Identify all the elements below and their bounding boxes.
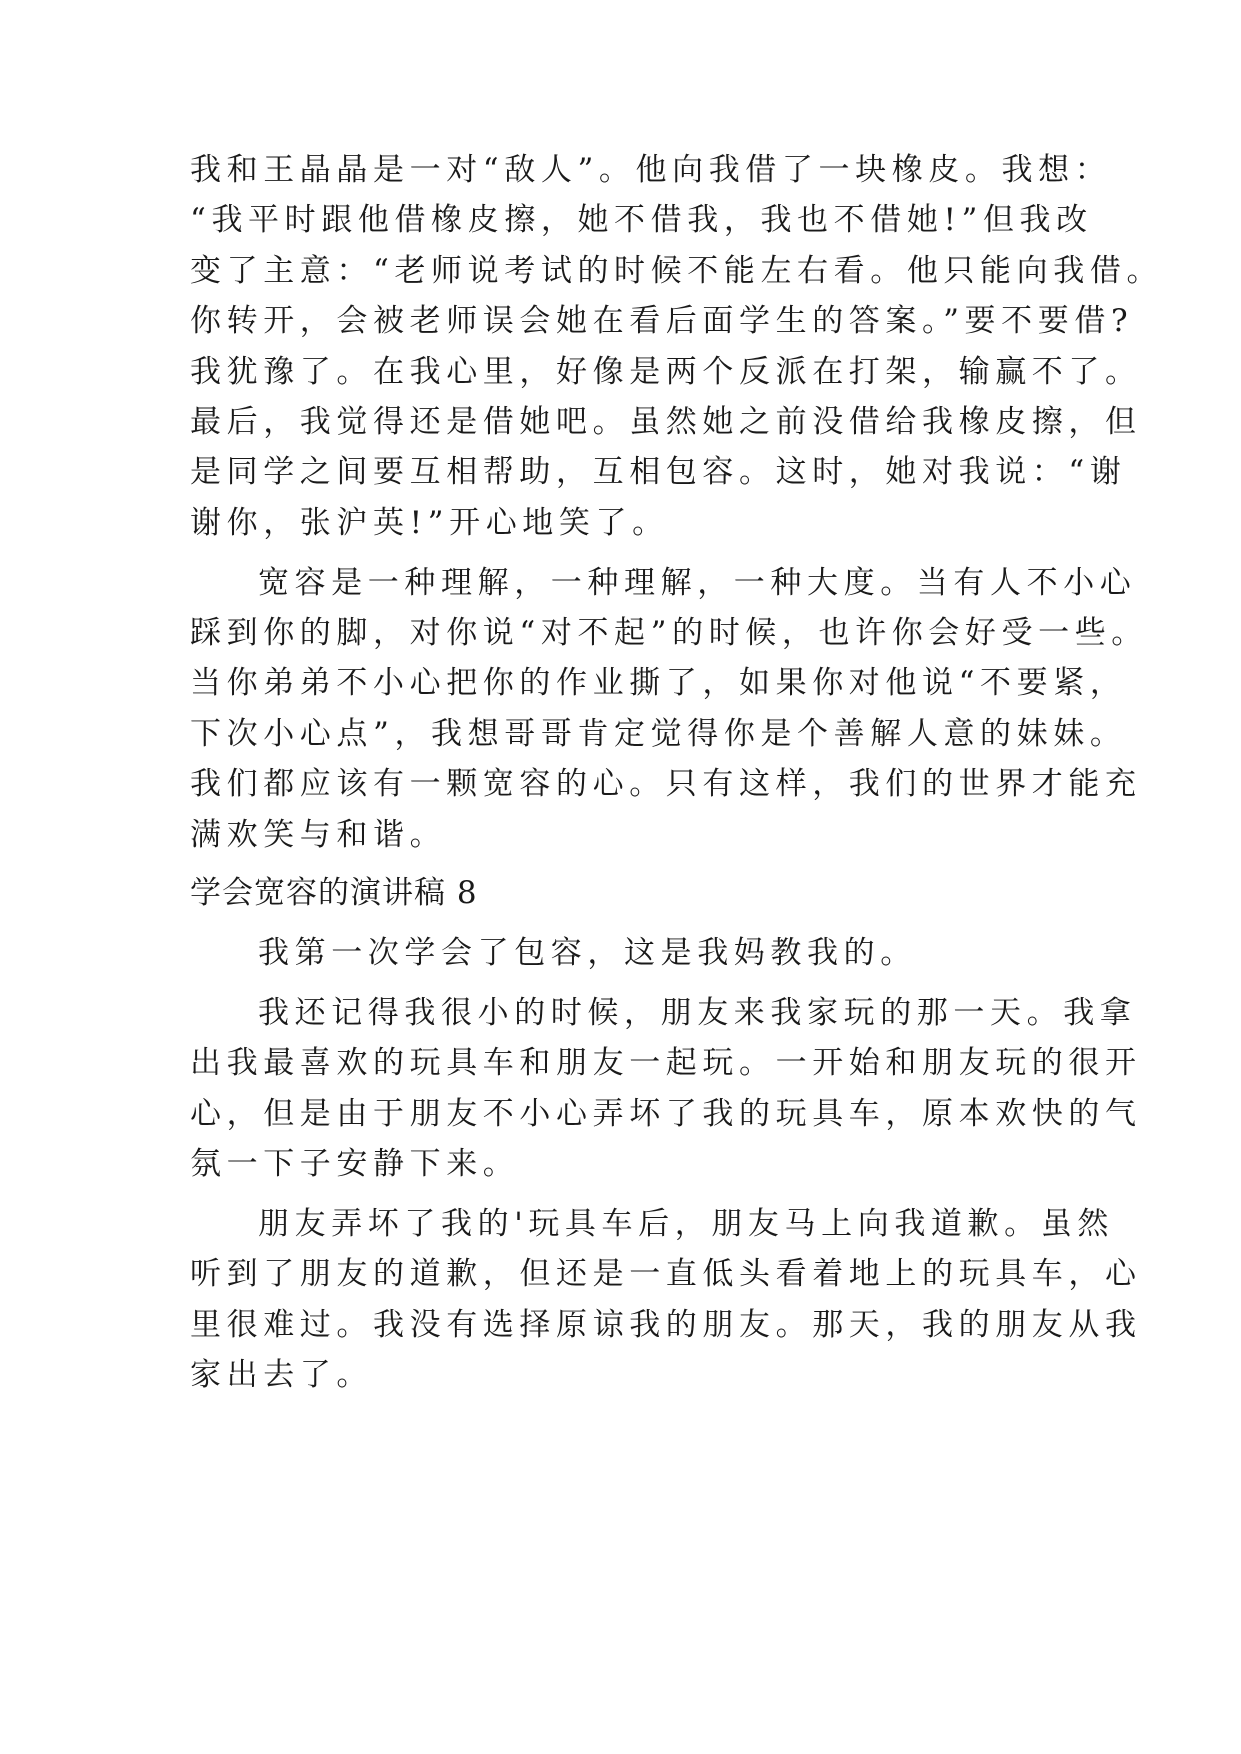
- paragraph-line: 你转开，会被老师误会她在看后面学生的答案。”要不要借?: [190, 303, 1134, 339]
- paragraph-line: 听到了朋友的道歉，但还是一直低头看着地上的玩具车，心: [190, 1256, 1142, 1292]
- paragraph-line: 我们都应该有一颗宽容的心。只有这样，我们的世界才能充: [190, 766, 1142, 802]
- paragraph-line: 我犹豫了。在我心里，好像是两个反派在打架，输赢不了。: [190, 354, 1142, 390]
- paragraph-line: 家出去了。: [190, 1357, 373, 1393]
- paragraph-line: 氛一下子安静下来。: [190, 1146, 520, 1182]
- paragraph-first-line: 宽容是一种理解，一种理解，一种大度。当有人不小心: [258, 565, 1137, 601]
- paragraph-first-line: 我第一次学会了包容，这是我妈教我的。: [258, 935, 917, 971]
- paragraph-first-line: 朋友弄坏了我的'玩具车后，朋友马上向我道歉。虽然: [258, 1206, 1114, 1242]
- paragraph-line: 心，但是由于朋友不小心弄坏了我的玩具车，原本欢快的气: [190, 1096, 1142, 1132]
- paragraph-line: 是同学之间要互相帮助，互相包容。这时，她对我说：“谢: [190, 454, 1127, 490]
- paragraph-line: 满欢笑与和谐。: [190, 817, 447, 853]
- paragraph-first-line: 我还记得我很小的时候，朋友来我家玩的那一天。我拿: [258, 995, 1137, 1031]
- paragraph-line: 踩到你的脚，对你说“对不起”的时候，也许你会好受一些。: [190, 615, 1148, 651]
- paragraph-line: 变了主意：“老师说考试的时候不能左右看。他只能向我借。: [190, 253, 1164, 289]
- paragraph-line: 当你弟弟不小心把你的作业撕了，如果你对他说“不要紧，: [190, 665, 1127, 701]
- paragraph-line: 谢你，张沪英!”开心地笑了。: [190, 505, 669, 541]
- paragraph-line: “我平时跟他借橡皮擦，她不借我，我也不借她!”但我改: [190, 202, 1093, 238]
- paragraph-line: 我和王晶晶是一对“敌人”。他向我借了一块橡皮。我想：: [190, 152, 1112, 188]
- section-heading: 学会宽容的演讲稿 8: [190, 875, 478, 911]
- paragraph-line: 出我最喜欢的玩具车和朋友一起玩。一开始和朋友玩的很开: [190, 1045, 1142, 1081]
- paragraph-line: 里很难过。我没有选择原谅我的朋友。那天，我的朋友从我: [190, 1307, 1142, 1343]
- paragraph-line: 最后，我觉得还是借她吧。虽然她之前没借给我橡皮擦，但: [190, 404, 1142, 440]
- paragraph-line: 下次小心点”，我想哥哥肯定觉得你是个善解人意的妹妹。: [190, 716, 1127, 752]
